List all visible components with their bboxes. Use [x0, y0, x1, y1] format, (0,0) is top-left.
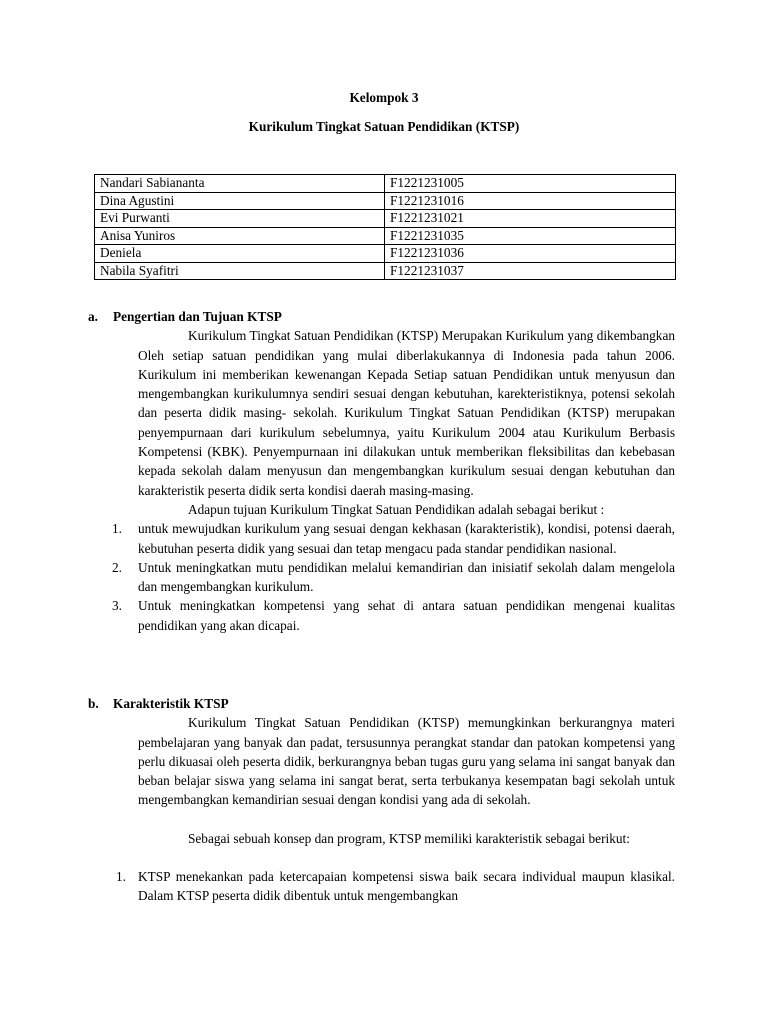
list-number: 1.: [116, 869, 126, 885]
section-b-heading: [88, 694, 675, 713]
member-id: F1221231021: [385, 210, 676, 228]
list-item: [88, 596, 675, 635]
section-a-body: [88, 326, 675, 519]
table-row: [95, 192, 676, 210]
list-number: 1.: [112, 521, 122, 537]
list-number: 2.: [112, 559, 122, 575]
list-text: untuk mewujudkan kurikulum yang sesuai dengan kekhasan (karakteristik), kondisi, potensi daerah, kebutuhan peserta didik yang sesuai dan tetap mengacu pada standar pendidikan nasional.: [138, 521, 675, 556]
characteristics-list: [88, 867, 675, 906]
document-title: Kurikulum Tingkat Satuan Pendidikan (KTSP): [248, 119, 520, 134]
member-name: Anisa Yuniros: [95, 227, 385, 245]
list-item: [88, 867, 675, 906]
section-b-marker: b.: [88, 696, 99, 711]
section-a-marker: a.: [88, 309, 98, 324]
list-text: KTSP menekankan pada ketercapaian kompetensi siswa baik secara individual maupun klasikal. Dalam KTSP peserta didik dibentuk untuk mengembangkan: [138, 869, 675, 904]
section-a: [88, 307, 675, 635]
list-item: [88, 519, 675, 558]
member-id: F1221231005: [385, 175, 676, 193]
section-a-heading: [88, 307, 675, 326]
table-row: [95, 210, 676, 228]
member-id: F1221231016: [385, 192, 676, 210]
section-a-title: Pengertian dan Tujuan KTSP: [113, 309, 282, 324]
member-name: Deniela: [95, 245, 385, 263]
section-b-paragraph-2: Sebagai sebuah konsep dan program, KTSP memiliki karakteristik sebagai berikut:: [188, 830, 630, 846]
member-id: F1221231037: [385, 262, 676, 280]
section-b-body: [88, 713, 675, 867]
list-item: [88, 558, 675, 597]
goals-list: [88, 519, 675, 635]
section-b-paragraph-1: Kurikulum Tingkat Satuan Pendidikan (KTSP) memungkinkan berkurangnya materi pembelajaran yang banyak dan padat, tersusunnya perangkat standar dan patokan kompetensi yang perlu dikuasai oleh peserta didik, berkurangnya beban tugas guru yang selama ini sangat banyak dan beban belajar siswa yang selama ini sangat berat, serta terbukanya kesempatan bagi sekolah untuk mengembangkan kemandirian sesuai dengan kondisi yang ada di sekolah.: [138, 715, 675, 808]
member-name: Nandari Sabiananta: [95, 175, 385, 193]
list-text: Untuk meningkatkan kompetensi yang sehat di antara satuan pendidikan mengenai kualitas pendidikan yang akan dicapai.: [138, 598, 675, 633]
list-number: 3.: [112, 598, 122, 614]
section-a-paragraph-1: Kurikulum Tingkat Satuan Pendidikan (KTSP) Merupakan Kurikulum yang dikembangkan Oleh setiap satuan pendidikan yang mulai diberlakukannya di Indonesia pada tahun 2006. Kurikulum ini memberikan kewenangan Kepada Setiap satuan Pendidikan untuk menyusun dan mengembangkan kurikulumnya sendiri sesuai dengan kebutuhan, karekteristiknya, potensi sekolah dan peserta didik masing- sekolah. Kurikulum Tingkat Satuan Pendidikan (KTSP) merupakan penyempurnaan dari kurikulum sebelumnya, yaitu Kurikulum 2004 atau Kurikulum Berbasis Kompetensi (KBK). Penyempurnaan ini dilakukan untuk memberikan fleksibilitas dan kebebasan kepada sekolah dalam menyusun dan mengembangkan kurikulum sesuai dengan kebutuhan dan karakteristik peserta didik serta kondisi daerah masing-masing.: [138, 328, 675, 498]
member-name: Dina Agustini: [95, 192, 385, 210]
member-id: F1221231035: [385, 227, 676, 245]
table-row: [95, 245, 676, 263]
section-b: [88, 694, 675, 906]
section-b-title: Karakteristik KTSP: [113, 696, 229, 711]
table-row: [95, 227, 676, 245]
list-text: Untuk meningkatkan mutu pendidikan melalui kemandirian dan inisiatif sekolah dalam mengelola dan mengembangkan kurikulum.: [138, 559, 675, 595]
group-title: Kelompok 3: [349, 90, 419, 105]
table-row: [95, 262, 676, 280]
members-table: [94, 174, 676, 280]
member-name: Nabila Syafitri: [95, 262, 385, 280]
table-row: [95, 175, 676, 193]
member-id: F1221231036: [385, 245, 676, 263]
section-a-paragraph-2: Adapun tujuan Kurikulum Tingkat Satuan Pendidikan adalah sebagai berikut :: [188, 501, 605, 517]
member-name: Evi Purwanti: [95, 210, 385, 228]
